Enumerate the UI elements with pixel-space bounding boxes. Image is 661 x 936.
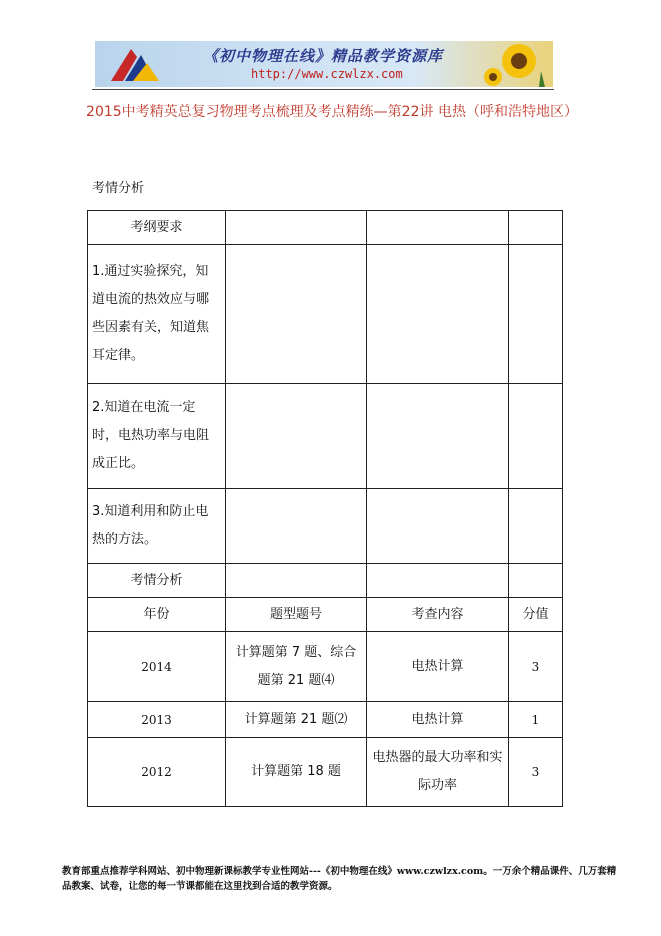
footer-note: 教育部重点推荐学科网站、初中物理新课标教学专业性网站---《初中物理在线》www.czwlzx.com。一万余个精品课件、几万套精品教案、试卷，让您的每一节课都能在这里找到合适的教学资源。 <box>62 866 617 892</box>
content-cell: 电热计算 <box>367 702 509 738</box>
table-cell <box>226 211 367 245</box>
question-cell: 计算题第 7 题、综合题第 21 题⑷ <box>226 632 367 702</box>
year-cell: 2012 <box>88 738 226 807</box>
table-row <box>88 245 563 384</box>
year-cell: 2013 <box>88 702 226 738</box>
question-cell: 计算题第 21 题⑵ <box>226 702 367 738</box>
table-cell <box>509 384 563 489</box>
score-cell: 3 <box>509 632 563 702</box>
document-title: 2015中考精英总复习物理考点梳理及考点精练—第22讲 电热（呼和浩特地区） <box>86 104 578 120</box>
banner-title: 《初中物理在线》精品教学资源库 <box>203 47 444 65</box>
score-cell: 3 <box>509 738 563 807</box>
table-row <box>88 489 563 564</box>
logo-icon <box>103 43 163 85</box>
content-cell: 电热器的最大功率和实际功率 <box>367 738 509 807</box>
table-cell <box>226 564 367 598</box>
table-cell <box>509 211 563 245</box>
table-row <box>88 564 563 598</box>
table-cell <box>226 384 367 489</box>
requirement-item: 3.知道利用和防止电热的方法。 <box>88 489 226 564</box>
header-divider <box>92 89 554 90</box>
exam-analysis-table <box>87 210 563 807</box>
table-cell <box>509 564 563 598</box>
table-row <box>88 211 563 245</box>
table-cell <box>509 489 563 564</box>
table-row <box>88 738 563 807</box>
column-header-content: 考查内容 <box>367 598 509 632</box>
table-cell <box>226 245 367 384</box>
requirement-item: 1.通过实验探究，知道电流的热效应与哪些因素有关，知道焦耳定律。 <box>88 245 226 384</box>
section-label: 考情分析 <box>92 181 145 196</box>
analysis-label: 考情分析 <box>88 564 226 598</box>
header-banner <box>95 41 553 87</box>
question-cell: 计算题第 18 题 <box>226 738 367 807</box>
content-cell: 电热计算 <box>367 632 509 702</box>
score-cell: 1 <box>509 702 563 738</box>
sunflower-icon <box>479 41 549 87</box>
table-cell <box>367 384 509 489</box>
column-header-year: 年份 <box>88 598 226 632</box>
column-header-score: 分值 <box>509 598 563 632</box>
table-cell <box>367 564 509 598</box>
banner-url[interactable]: http://www.czwlzx.com <box>251 67 403 81</box>
table-row <box>88 384 563 489</box>
table-header-row <box>88 598 563 632</box>
table-row <box>88 702 563 738</box>
table-cell <box>367 211 509 245</box>
column-header-question: 题型题号 <box>226 598 367 632</box>
table-cell <box>367 489 509 564</box>
table-row <box>88 632 563 702</box>
year-cell: 2014 <box>88 632 226 702</box>
table-cell <box>226 489 367 564</box>
requirement-item: 2.知道在电流一定时，电热功率与电阻成正比。 <box>88 384 226 489</box>
table-cell <box>509 245 563 384</box>
table-cell <box>367 245 509 384</box>
requirements-header: 考纲要求 <box>88 211 226 245</box>
